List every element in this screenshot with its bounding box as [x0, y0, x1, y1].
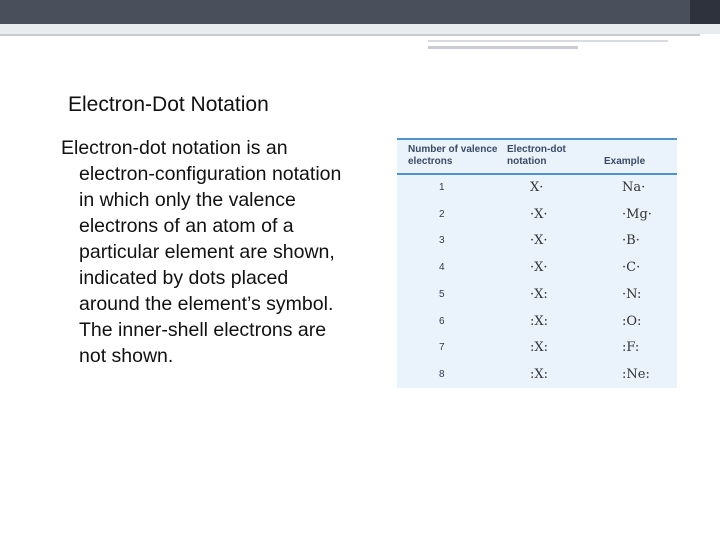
row-notation: :X:	[530, 340, 549, 356]
row-example: ·B·	[622, 233, 640, 249]
top-bar-corner	[690, 0, 720, 24]
row-valence-count: 6	[439, 315, 445, 327]
body-line: in which only the valence	[79, 189, 296, 211]
row-example: :F:	[622, 340, 640, 356]
body-line: electrons of an atom of a	[79, 215, 294, 237]
row-notation: ·X·	[530, 206, 548, 222]
body-line: The inner-shell electrons are	[79, 319, 327, 341]
body-line: around the element’s symbol.	[79, 293, 334, 315]
top-bar	[0, 0, 720, 24]
row-valence-count: 8	[439, 368, 445, 380]
row-notation: :X:	[530, 366, 549, 382]
row-example: Na·	[622, 180, 646, 195]
slide-body	[61, 135, 401, 369]
header-notation: Electron-dot notation	[507, 144, 566, 167]
row-example: ·N:	[622, 286, 642, 302]
row-example: :O:	[622, 313, 642, 329]
row-example: ·C·	[622, 260, 641, 276]
row-valence-count: 1	[439, 182, 445, 193]
header-example: Example	[604, 156, 646, 167]
body-line: indicated by dots placed	[79, 267, 289, 289]
row-notation: X·	[530, 180, 544, 195]
row-example: :Ne:	[622, 366, 650, 382]
slide-title: Electron-Dot Notation	[68, 93, 269, 116]
row-valence-count: 4	[439, 262, 445, 274]
table-rule	[397, 173, 677, 175]
row-notation: ·X·	[530, 233, 548, 249]
body-line: not shown.	[79, 345, 174, 367]
row-notation: ·X·	[530, 260, 548, 276]
row-valence-count: 2	[439, 208, 445, 220]
row-notation: ·X:	[530, 286, 548, 302]
row-valence-count: 3	[439, 235, 445, 247]
body-line: electron-configuration notation	[79, 163, 342, 185]
header-valence: Number of valence electrons	[408, 144, 498, 167]
body-text-start: is an	[240, 137, 288, 159]
row-example: ·Mg·	[622, 206, 652, 222]
electron-dot-table	[397, 138, 677, 388]
accent-line	[0, 34, 700, 36]
accent-band	[0, 24, 720, 34]
table-rule	[397, 138, 677, 140]
decor-line	[428, 46, 578, 49]
body-line: particular element are shown,	[79, 241, 335, 263]
row-valence-count: 5	[439, 288, 445, 300]
row-notation: :X:	[530, 313, 549, 329]
body-lines	[61, 161, 401, 369]
term: Electron-dot notation	[61, 137, 241, 159]
row-valence-count: 7	[439, 342, 445, 354]
decor-line	[428, 40, 668, 42]
